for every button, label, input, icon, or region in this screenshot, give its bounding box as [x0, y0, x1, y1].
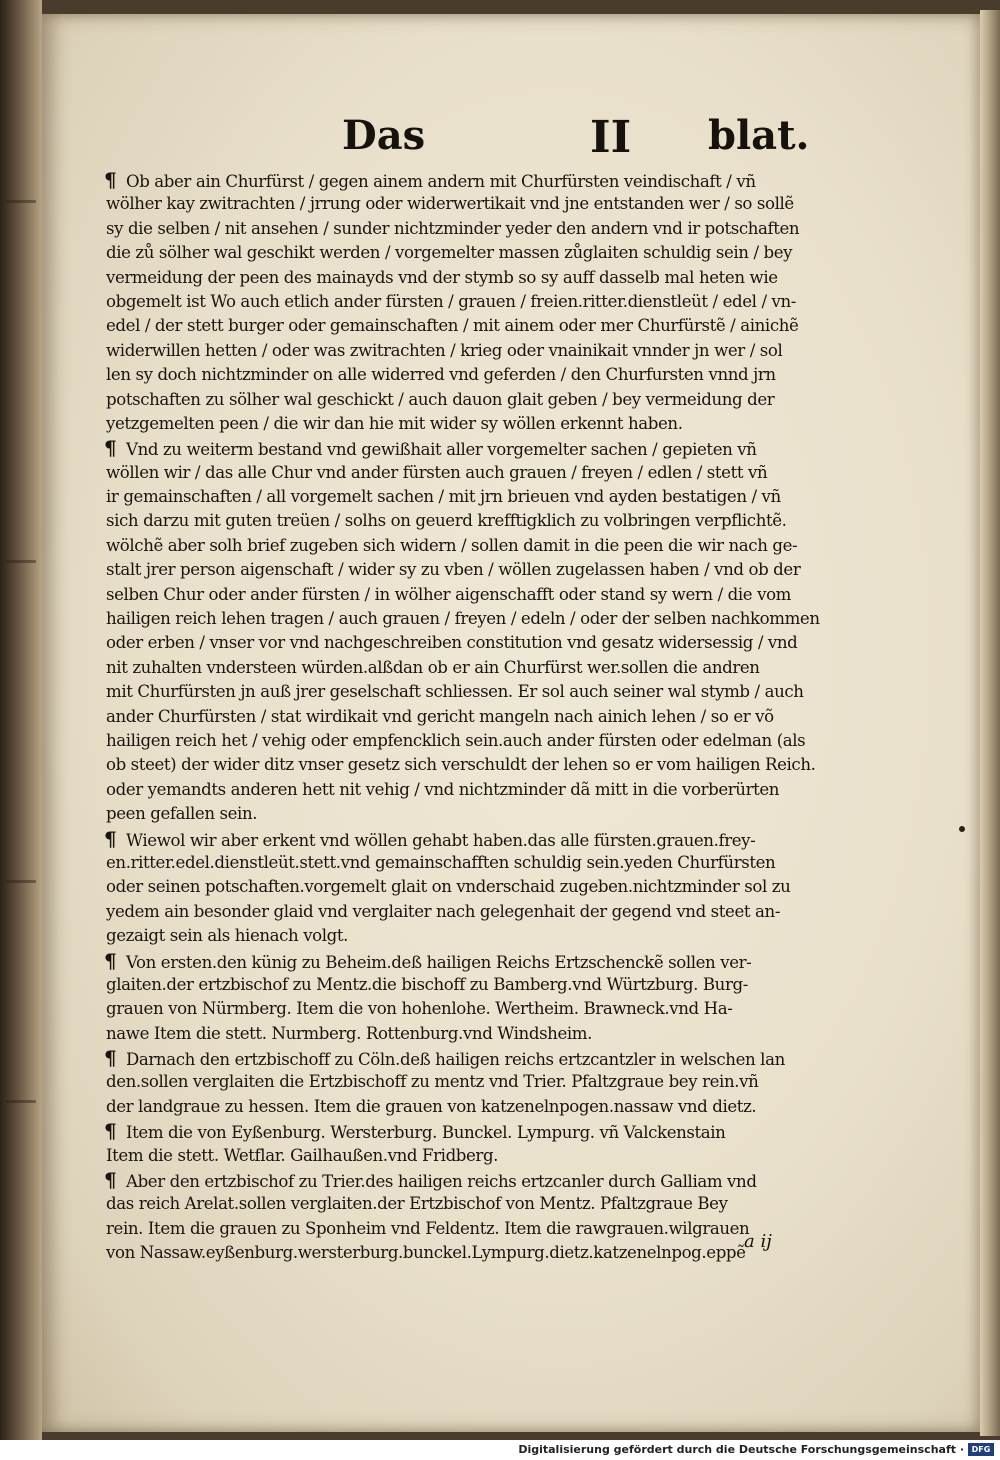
- line-text: mit Churfürsten jn auß jrer geselschaft schliessen. Er sol auch seiner wal stymb / auch: [106, 682, 804, 702]
- line-text: Aber den ertzbischof zu Trier.des hailigen reichs ertzcanler durch Galliam vnd: [126, 1172, 757, 1192]
- text-line: [104, 924, 828, 948]
- line-text: yetzgemelten peen / die wir dan hie mit wider sy wöllen erkennt haben.: [106, 413, 683, 433]
- text-line: [104, 851, 828, 875]
- line-text: von Nassaw.eyßenburg.wersterburg.bunckel.Lympurg.dietz.katzenelnpog.eppẽ: [106, 1243, 746, 1263]
- line-text: die zů sölher wal geschikt werden / vorgemelter massen zůglaiten schuldig sein / bey: [106, 243, 793, 263]
- line-text: vermeidung der peen des mainayds vnd der stymb so sy auff dasselb mal heten wie: [106, 267, 778, 287]
- paragraph-mark-icon: ¶: [104, 1046, 117, 1071]
- line-text: grauen von Nürmberg. Item die von hohenlohe. Wertheim. Brawneck.vnd Ha‑: [106, 999, 733, 1019]
- footer-credit: Digitalisierung gefördert durch die Deutsche Forschungsgemeinschaft ·: [518, 1443, 964, 1456]
- text-line: [104, 388, 828, 412]
- line-text: Darnach den ertzbischoff zu Cöln.deß hailigen reichs ertzcantzler in welschen lan: [126, 1050, 785, 1070]
- text-line: [104, 1070, 828, 1094]
- text-line: [104, 485, 828, 509]
- text-line: [104, 900, 828, 924]
- line-text: Vnd zu weiterm bestand vnd gewißhait aller vorgemelter sachen / gepieten vñ: [126, 440, 757, 460]
- text-line: [104, 583, 828, 607]
- line-text: widerwillen hetten / oder was zwitrachten / krieg oder vnainikait vnnder jn wer / sol: [106, 340, 783, 360]
- line-text: len sy doch nichtzminder on alle widerred vnd geferden / den Churfursten vnnd jrn: [106, 365, 776, 385]
- line-text: yedem ain besonder glaid vnd verglaiter nach gelegenhait der gegend vnd steet an‑: [106, 901, 781, 921]
- text-line: [104, 1119, 828, 1143]
- facing-page-spine: [0, 0, 42, 1440]
- text-line: [104, 192, 828, 216]
- line-text: hailigen reich het / vehig oder empfencklich sein.auch ander fürsten oder edelman (als: [106, 730, 806, 750]
- text-line: [104, 314, 828, 338]
- text-line: [104, 680, 828, 704]
- line-text: glaiten.der ertzbischof zu Mentz.die bischoff zu Bamberg.vnd Würtzburg. Burg‑: [106, 974, 748, 994]
- text-line: [104, 168, 828, 192]
- text-line: [104, 558, 828, 582]
- text-line: [104, 1168, 828, 1192]
- text-line: [104, 290, 828, 314]
- line-text: Item die stett. Wetflar. Gailhaußen.vnd Fridberg.: [106, 1145, 499, 1165]
- paragraph-mark-icon: ¶: [104, 948, 117, 973]
- line-text: Ob aber ain Churfürst / gegen ainem andern mit Churfürsten veindischaft / vñ: [126, 172, 756, 191]
- line-text: den.sollen verglaiten die Ertzbischoff zu mentz vnd Trier. Pfaltzgraue bey rein.vñ: [106, 1072, 759, 1092]
- line-text: der landgraue zu hessen. Item die grauen von katzenelnpogen.nassaw vnd dietz.: [106, 1096, 757, 1116]
- paragraph-mark-icon: ¶: [104, 168, 117, 192]
- line-text: stalt jrer person aigenschaft / wider sy zu vben / wöllen zugelassen haben / vnd ob der: [106, 560, 801, 580]
- paragraph-mark-icon: ¶: [104, 1119, 117, 1144]
- spine-mark: [6, 560, 36, 563]
- text-line: [104, 875, 828, 899]
- text-line: [104, 534, 828, 558]
- text-line: [104, 509, 828, 533]
- line-text: ander Churfürsten / stat wirdikait vnd gericht mangeln nach ainich lehen / so er võ: [106, 706, 774, 726]
- text-line: [104, 778, 828, 802]
- paragraph-mark-icon: ¶: [104, 1168, 117, 1193]
- spine-mark: [6, 200, 36, 203]
- line-text: wölchẽ aber solh brief zugeben sich widern / sollen damit in die peen die wir nach ge‑: [106, 535, 798, 555]
- signature-mark: a ij: [744, 1231, 772, 1252]
- line-text: obgemelt ist Wo auch etlich ander fürsten / grauen / freien.ritter.dienstleüt / edel / vn‑: [106, 291, 797, 311]
- line-text: nawe Item die stett. Nurmberg. Rottenburg.vnd Windsheim.: [106, 1023, 593, 1043]
- line-text: Item die von Eyßenburg. Wersterburg. Bunckel. Lympurg. vñ Valckenstain: [126, 1123, 726, 1143]
- page-edge: [980, 10, 1000, 1436]
- ink-spot: [959, 826, 965, 832]
- text-line: [104, 1217, 828, 1241]
- line-text: potschaften zu sölher wal geschickt / auch dauon glait geben / bey vermeidung der: [106, 389, 775, 409]
- text-line: [104, 436, 828, 460]
- line-text: edel / der stett burger oder gemainschaften / mit ainem oder mer Churfürstẽ / ainichẽ: [106, 316, 799, 336]
- text-line: [104, 1046, 828, 1070]
- body-text: [104, 168, 828, 1266]
- line-text: sy die selben / nit ansehen / sunder nichtzminder yeder den andern vnd ir potschaften: [106, 218, 800, 238]
- text-line: [104, 802, 828, 826]
- line-text: wölher kay zwitrachten / jrrung oder widerwertikait vnd jne entstanden wer / so sollẽ: [106, 194, 794, 214]
- running-header: [0, 112, 1000, 172]
- text-line: [104, 1144, 828, 1168]
- spine-mark: [6, 1100, 36, 1103]
- line-text: en.ritter.edel.dienstleüt.stett.vnd gemainschafften schuldig sein.yeden Churfürsten: [106, 852, 776, 872]
- text-line: [104, 241, 828, 265]
- text-line: [104, 217, 828, 241]
- text-line: [104, 1192, 828, 1216]
- line-text: oder yemandts anderen hett nit vehig / vnd nichtzminder dã mitt in die vorberürten: [106, 779, 780, 799]
- text-line: [104, 949, 828, 973]
- text-line: [104, 339, 828, 363]
- text-line: [104, 363, 828, 387]
- text-line: [104, 705, 828, 729]
- line-text: rein. Item die grauen zu Sponheim vnd Feldentz. Item die rawgrauen.wilgrauen: [106, 1218, 750, 1238]
- text-line: [104, 412, 828, 436]
- line-text: selben Chur oder ander fürsten / in wölher aigenschafft oder stand sy wern / die vom: [106, 584, 791, 604]
- text-line: [104, 997, 828, 1021]
- line-text: Von ersten.den künig zu Beheim.deß hailigen Reichs Ertzschenckẽ sollen ver‑: [126, 952, 752, 972]
- text-line: [104, 631, 828, 655]
- text-line: [104, 973, 828, 997]
- text-line: [104, 266, 828, 290]
- line-text: oder seinen potschaften.vorgemelt glait on vnderschaid zugeben.nichtzminder sol zu: [106, 877, 791, 897]
- line-text: Wiewol wir aber erkent vnd wöllen gehabt haben.das alle fürsten.grauen.frey‑: [126, 830, 756, 850]
- line-text: ir gemainschaften / all vorgemelt sachen / mit jrn brieuen vnd ayden bestatigen / vñ: [106, 487, 781, 507]
- header-left-word: Das: [342, 112, 426, 159]
- text-line: [104, 729, 828, 753]
- folio-number: II: [590, 112, 632, 163]
- line-text: gezaigt sein als hienach volgt.: [106, 926, 349, 946]
- spine-mark: [6, 880, 36, 883]
- text-line: [104, 1022, 828, 1046]
- paragraph-mark-icon: ¶: [104, 826, 117, 851]
- line-text: oder erben / vnser vor vnd nachgeschreiben constitution vnd gesatz widersessig / vnd: [106, 633, 798, 653]
- line-text: das reich Arelat.sollen verglaiten.der Ertzbischof von Mentz. Pfaltzgraue Bey: [106, 1194, 728, 1214]
- line-text: hailigen reich lehen tragen / auch grauen / freyen / edeln / oder der selben nachkommen: [106, 609, 820, 629]
- text-line: [104, 753, 828, 777]
- line-text: nit zuhalten vndersteen würden.alßdan ob er ain Churfürst wer.sollen die andren: [106, 657, 760, 677]
- digitization-footer: [0, 1440, 1000, 1460]
- text-line: [104, 607, 828, 631]
- line-text: ob steet) der wider ditz vnser gesetz sich verschuldt der lehen so er vom hailigen Reich.: [106, 755, 816, 775]
- dfg-logo-icon: DFG: [968, 1443, 994, 1456]
- text-line: [104, 1241, 828, 1265]
- text-line: [104, 656, 828, 680]
- text-line: [104, 827, 828, 851]
- header-right-word: blat.: [708, 112, 810, 159]
- paragraph-mark-icon: ¶: [104, 436, 117, 461]
- text-line: [104, 461, 828, 485]
- line-text: peen gefallen sein.: [106, 804, 258, 824]
- line-text: wöllen wir / das alle Chur vnd ander fürsten auch grauen / freyen / edlen / stett vñ: [106, 462, 768, 482]
- line-text: sich darzu mit guten treüen / solhs on geuerd krefftigklich zu volbringen verpflichtẽ.: [106, 511, 787, 531]
- text-line: [104, 1095, 828, 1119]
